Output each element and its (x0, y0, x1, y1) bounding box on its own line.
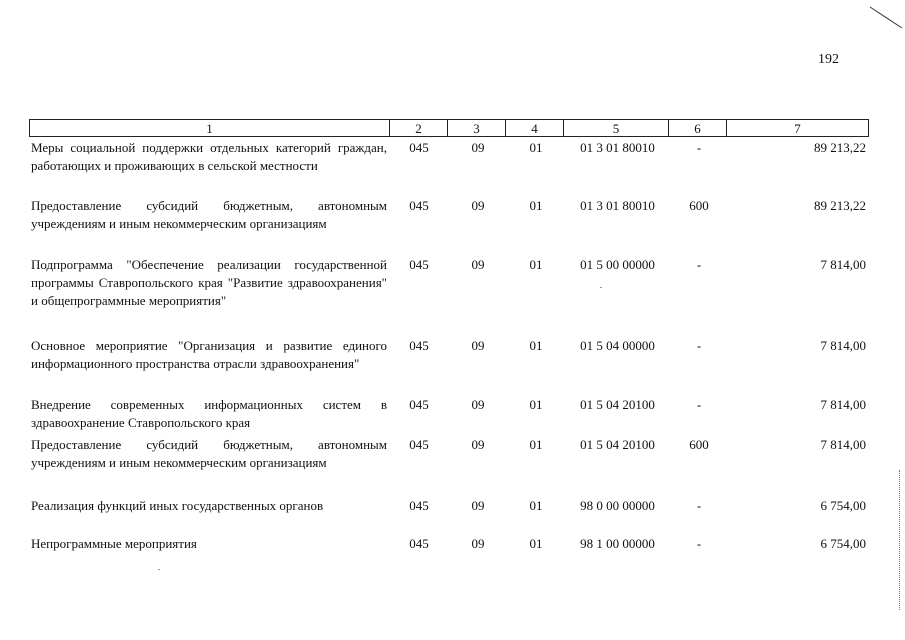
row-name: Меры социальной поддержки отдельных категорий граждан, работающих и проживающих в сельской местности (31, 140, 387, 173)
row-col7: 89 213,22 (814, 140, 866, 155)
row-col6: - (696, 140, 702, 155)
row-col2: 045 (409, 140, 429, 155)
header-cell: 6 (669, 120, 727, 136)
row-name: Внедрение современных информационных систем в здравоохранение Ставропольского края (31, 397, 387, 430)
row-col4: 01 (529, 198, 543, 213)
row-col2: 045 (409, 397, 429, 412)
row-col6: - (696, 536, 702, 551)
table-header (29, 119, 869, 137)
row-col5: 01 3 01 80010 (580, 140, 655, 155)
row-col4: 01 (529, 257, 543, 272)
header-cell: 5 (564, 120, 669, 136)
row-col4: 01 (529, 397, 543, 412)
row-col3: 09 (471, 257, 485, 272)
row-col5: 01 5 04 20100 (580, 437, 655, 452)
row-col4: 01 (529, 498, 543, 513)
row-col3: 09 (471, 437, 485, 452)
row-name: Непрограммные мероприятия (31, 536, 197, 551)
row-col4: 01 (529, 338, 543, 353)
row-col5: 98 1 00 00000 (580, 536, 655, 551)
row-col4: 01 (529, 437, 543, 452)
row-col2: 045 (409, 198, 429, 213)
row-col3: 09 (471, 140, 485, 155)
scan-edge-mark (899, 470, 903, 610)
row-col5: 98 0 00 00000 (580, 498, 655, 513)
row-col7: 7 814,00 (820, 257, 866, 272)
row-col7: 6 754,00 (820, 498, 866, 513)
row-name: Подпрограмма "Обеспечение реализации государственной программы Ставропольского края "Развитие здравоохранения" и общепрограммные мероприятия" (31, 257, 387, 308)
row-name: Основное мероприятие "Организация и развитие единого информационного пространства отрасли здравоохранения" (31, 338, 387, 371)
scan-speck (600, 287, 602, 288)
row-col4: 01 (529, 536, 543, 551)
row-col2: 045 (409, 257, 429, 272)
row-col7: 89 213,22 (814, 198, 866, 213)
row-col5: 01 5 04 20100 (580, 397, 655, 412)
row-col4: 01 (529, 140, 543, 155)
row-col6: - (696, 397, 702, 412)
row-col6: 600 (689, 437, 709, 452)
row-col6: - (696, 338, 702, 353)
header-cell: 2 (390, 120, 448, 136)
row-col5: 01 5 04 00000 (580, 338, 655, 353)
row-col2: 045 (409, 338, 429, 353)
row-name: Предоставление субсидий бюджетным, автономным учреждениям и иным некоммерческим организациям (31, 198, 387, 231)
header-cell: 1 (30, 120, 390, 136)
header-cell: 4 (506, 120, 564, 136)
row-col6: 600 (689, 198, 709, 213)
row-col7: 7 814,00 (820, 437, 866, 452)
row-col7: 7 814,00 (820, 397, 866, 412)
row-col7: 7 814,00 (820, 338, 866, 353)
scan-speck (158, 569, 160, 570)
header-cell: 3 (448, 120, 506, 136)
page-number: 192 (818, 52, 839, 67)
row-col3: 09 (471, 338, 485, 353)
corner-scan-mark (868, 4, 904, 30)
row-col6: - (696, 498, 702, 513)
row-col2: 045 (409, 536, 429, 551)
row-name: Предоставление субсидий бюджетным, автономным учреждениям и иным некоммерческим организациям (31, 437, 387, 470)
row-col5: 01 3 01 80010 (580, 198, 655, 213)
header-cell: 7 (794, 121, 801, 136)
row-col5: 01 5 00 00000 (580, 257, 655, 272)
row-col3: 09 (471, 198, 485, 213)
row-col3: 09 (471, 536, 485, 551)
row-col3: 09 (471, 397, 485, 412)
row-name: Реализация функций иных государственных органов (31, 498, 324, 513)
row-col7: 6 754,00 (820, 536, 866, 551)
row-col6: - (696, 257, 702, 272)
row-col2: 045 (409, 498, 429, 513)
row-col3: 09 (471, 498, 485, 513)
row-col2: 045 (409, 437, 429, 452)
